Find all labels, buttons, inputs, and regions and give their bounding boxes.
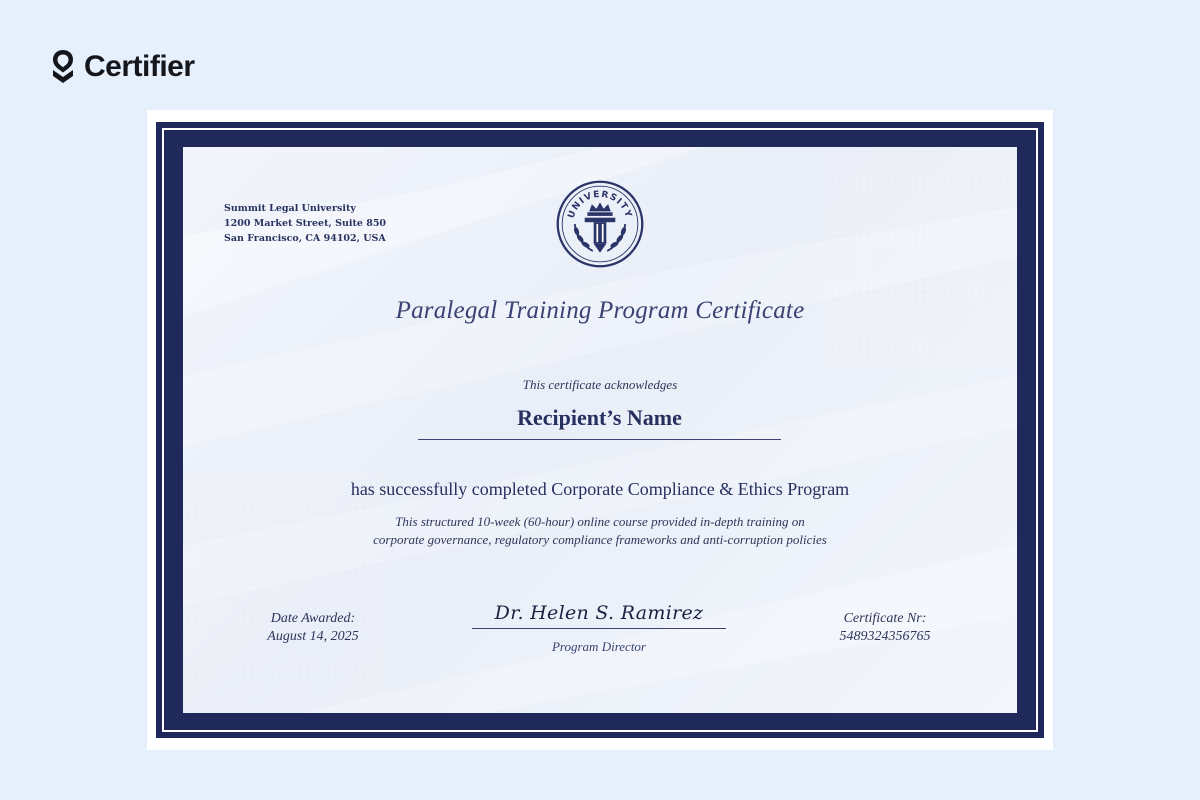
- certificate-number-value: 5489324356765: [839, 629, 931, 644]
- date-awarded-label: Date Awarded:: [270, 611, 356, 626]
- certificate-title: Paralegal Training Program Certificate: [395, 297, 805, 324]
- seal-text: UNIVERSITY: [566, 189, 634, 220]
- acknowledgement-text: This certificate acknowledges: [522, 377, 678, 392]
- university-pillar-seal-icon: [555, 179, 645, 269]
- certificate-number: [805, 610, 965, 646]
- issuer-name: Summit Legal University: [224, 203, 356, 214]
- certificate-body: [183, 147, 1017, 713]
- course-description-line2: corporate governance, regulatory compliance frameworks and anti-corruption policies: [373, 532, 827, 547]
- completion-statement: has successfully completed Corporate Compliance & Ethics Program: [350, 479, 850, 499]
- date-awarded-value: August 14, 2025: [267, 629, 359, 644]
- certificate: [147, 110, 1053, 750]
- signature-name: Dr. Helen S. Ramirez: [472, 602, 726, 629]
- issuer-address: [224, 201, 386, 246]
- brand-logo: [50, 48, 195, 86]
- signature-role: Program Director: [551, 639, 646, 654]
- certifier-logo-icon: [50, 48, 76, 86]
- signature-block: [472, 602, 726, 655]
- recipient-name: Recipient’s Name: [418, 405, 781, 440]
- course-description-line1: This structured 10-week (60-hour) online course provided in-depth training on: [395, 514, 805, 529]
- certificate-number-label: Certificate Nr:: [843, 611, 927, 626]
- issuer-address-line1: 1200 Market Street, Suite 850: [224, 218, 387, 229]
- course-description: [183, 513, 1017, 549]
- issuer-address-line2: San Francisco, CA 94102, USA: [224, 233, 386, 244]
- brand-name: Certifier: [84, 50, 195, 83]
- certificate-border: [156, 122, 1044, 738]
- date-awarded: [233, 610, 393, 646]
